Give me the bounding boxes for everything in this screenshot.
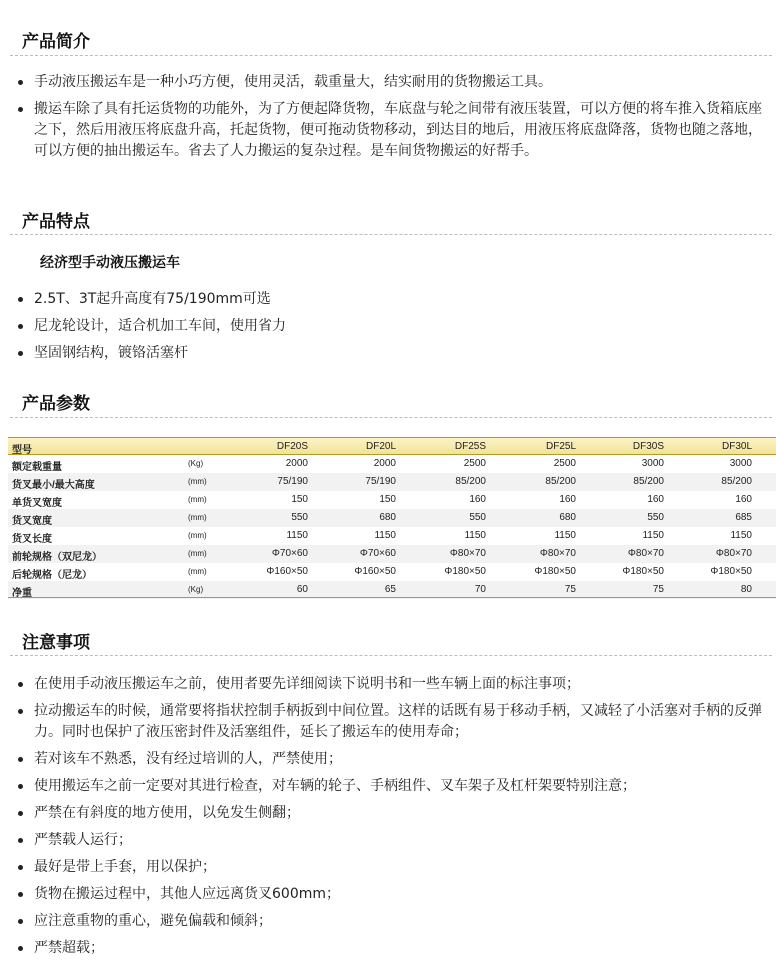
spec-param-unit: (mm)	[188, 477, 207, 486]
spec-value: 2000	[373, 458, 396, 469]
list-item: 货物在搬运过程中，其他人应远离货叉600mm；	[18, 884, 770, 905]
spec-value: 2500	[553, 458, 576, 469]
spec-value: 1150	[286, 530, 308, 541]
spec-value: Φ180×50	[710, 566, 752, 577]
spec-value: 85/200	[545, 476, 576, 487]
list-item: 2.5T、3T起升高度有75/190mm可选	[18, 289, 770, 310]
spec-value: Φ80×70	[715, 548, 752, 559]
section-divider	[10, 234, 772, 235]
spec-header-model: DF20S	[276, 441, 308, 452]
section-title-features: 产品特点	[22, 212, 90, 232]
spec-value: 1150	[464, 530, 486, 541]
spec-param-unit: (mm)	[188, 567, 207, 576]
spec-header-name: 型号	[12, 445, 32, 456]
spec-param-name: 后轮规格（尼龙）	[12, 570, 92, 581]
section-title-intro: 产品简介	[22, 32, 90, 52]
spec-header-model: DF25L	[545, 441, 576, 452]
section-title-params: 产品参数	[22, 394, 90, 414]
spec-header-model: DF30L	[721, 441, 752, 452]
spec-param-name: 货叉宽度	[12, 516, 52, 527]
list-item: 应注意重物的重心，避免偏载和倾斜；	[18, 911, 770, 932]
spec-param-unit: (mm)	[188, 549, 207, 558]
list-item: 严禁超载；	[18, 938, 770, 959]
spec-value: Φ160×50	[266, 566, 308, 577]
spec-table	[8, 437, 776, 599]
spec-value: 3000	[729, 458, 752, 469]
spec-value: 685	[735, 512, 752, 523]
list-item: 尼龙轮设计，适合机加工车间，使用省力	[18, 316, 770, 337]
spec-param-unit: (Kg)	[188, 459, 204, 468]
spec-row	[8, 563, 776, 581]
spec-value: 60	[296, 584, 308, 595]
section-divider	[10, 55, 772, 56]
spec-header-model: DF20L	[365, 441, 396, 452]
spec-value: Φ180×50	[534, 566, 576, 577]
list-item: 严禁载人运行；	[18, 830, 770, 851]
list-item: 坚固钢结构，镀铬活塞杆	[18, 343, 770, 364]
spec-value: 75	[564, 584, 576, 595]
spec-value: 1150	[554, 530, 576, 541]
features-list	[18, 289, 770, 364]
spec-value: 85/200	[455, 476, 486, 487]
spec-param-unit: (mm)	[188, 513, 207, 522]
spec-row	[8, 527, 776, 545]
spec-value: 160	[469, 494, 486, 505]
spec-value: 550	[469, 512, 486, 523]
spec-param-unit: (mm)	[188, 495, 207, 504]
spec-value: 75/190	[277, 476, 308, 487]
section-divider	[10, 655, 772, 656]
list-item: 在使用手动液压搬运车之前，使用者要先详细阅读下说明书和一些车辆上面的标注事项；	[18, 674, 770, 695]
spec-param-name: 货叉最小/最大高度	[12, 480, 95, 491]
spec-value: 680	[379, 512, 396, 523]
list-item: 使用搬运车之前一定要对其进行检查，对车辆的轮子、手柄组件、叉车架子及杠杆架要特别注意；	[18, 776, 770, 797]
intro-list	[18, 72, 770, 162]
spec-header-model: DF30S	[632, 441, 664, 452]
list-item: 拉动搬运车的时候，通常要将指状控制手柄扳到中间位置。这样的话既有易于移动手柄，又减轻了小活塞对手柄的反弹力。同时也保护了液压密封件及活塞组件，延长了搬运车的使用寿命；	[18, 701, 770, 743]
spec-value: 150	[291, 494, 308, 505]
spec-value: 1150	[374, 530, 396, 541]
notes-list	[18, 674, 770, 959]
spec-value: 75/190	[365, 476, 396, 487]
spec-value: 160	[647, 494, 664, 505]
spec-header-row	[8, 437, 776, 455]
spec-param-unit: (mm)	[188, 531, 207, 540]
spec-value: 1150	[642, 530, 664, 541]
spec-value: Φ70×60	[359, 548, 396, 559]
list-item: 最好是带上手套，用以保护；	[18, 857, 770, 878]
spec-value: 680	[559, 512, 576, 523]
spec-value: 1150	[730, 530, 752, 541]
spec-param-name: 额定载重量	[12, 462, 62, 473]
spec-header-model: DF25S	[454, 441, 486, 452]
spec-value: 2000	[285, 458, 308, 469]
spec-value: 3000	[641, 458, 664, 469]
spec-value: Φ180×50	[622, 566, 664, 577]
list-item: 搬运车除了具有托运货物的功能外，为了方便起降货物，车底盘与轮之间带有液压装置，可以方便的将车推入货箱底座之下，然后用液压将底盘升高，托起货物，便可拖动货物移动，到达目的地后，用液压将底盘降落，货物也随之落地，可以方便的抽出搬运车。省去了人力搬运的复杂过程。是车间货物搬运的好帮手。	[18, 99, 770, 162]
list-item: 严禁在有斜度的地方使用，以免发生侧翻；	[18, 803, 770, 824]
spec-param-name: 净重	[12, 588, 32, 599]
spec-value: 160	[559, 494, 576, 505]
spec-param-name: 货叉长度	[12, 534, 52, 545]
spec-row	[8, 545, 776, 563]
section-divider	[10, 417, 772, 418]
spec-value: 550	[291, 512, 308, 523]
spec-value: Φ80×70	[627, 548, 664, 559]
spec-value: Φ80×70	[539, 548, 576, 559]
spec-value: 65	[384, 584, 396, 595]
spec-value: 80	[740, 584, 752, 595]
spec-value: 85/200	[721, 476, 752, 487]
spec-value: 2500	[463, 458, 486, 469]
spec-value: Φ70×60	[271, 548, 308, 559]
spec-bottom-border	[8, 597, 776, 598]
spec-value: 550	[647, 512, 664, 523]
spec-value: 160	[735, 494, 752, 505]
list-item: 手动液压搬运车是一种小巧方便，使用灵活，载重量大，结实耐用的货物搬运工具。	[18, 72, 770, 93]
features-subheading: 经济型手动液压搬运车	[40, 255, 180, 271]
list-item: 若对该车不熟悉，没有经过培训的人，严禁使用；	[18, 749, 770, 770]
spec-row	[8, 491, 776, 509]
spec-value: Φ180×50	[444, 566, 486, 577]
spec-row	[8, 455, 776, 473]
section-title-notes: 注意事项	[22, 633, 90, 653]
spec-value: 70	[474, 584, 486, 595]
spec-value: 150	[379, 494, 396, 505]
spec-param-name: 单货叉宽度	[12, 498, 62, 509]
spec-value: 85/200	[633, 476, 664, 487]
spec-param-name: 前轮规格（双尼龙）	[12, 552, 102, 563]
spec-value: 75	[652, 584, 664, 595]
spec-param-unit: (Kg)	[188, 585, 204, 594]
spec-row	[8, 473, 776, 491]
spec-value: Φ160×50	[354, 566, 396, 577]
spec-value: Φ80×70	[449, 548, 486, 559]
spec-row	[8, 509, 776, 527]
